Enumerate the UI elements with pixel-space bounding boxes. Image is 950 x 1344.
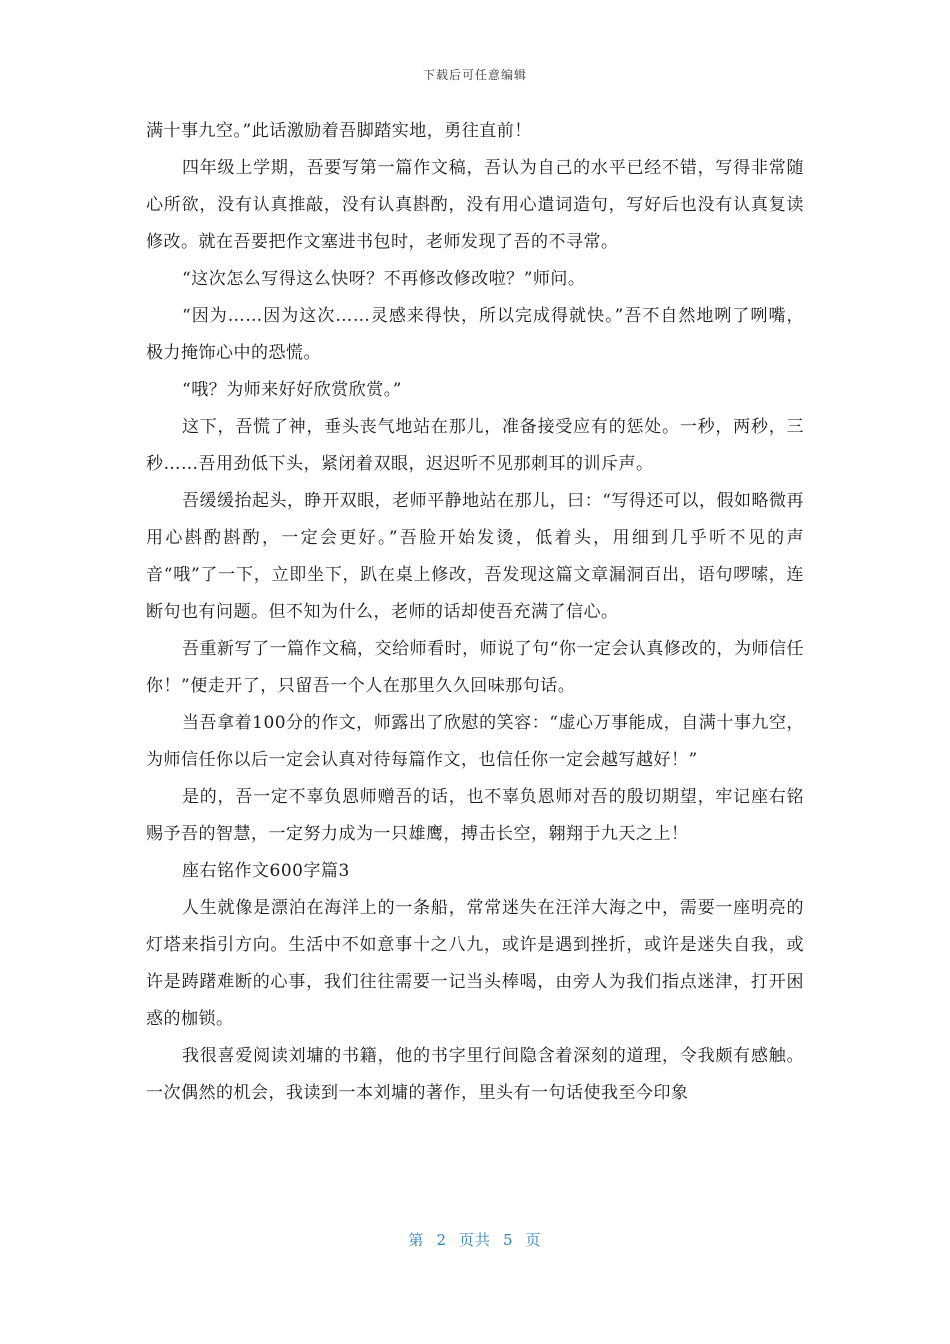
paragraph: 这下，吾慌了神，垂头丧气地站在那儿，准备接受应有的惩处。一秒，两秒，三秒……吾用劲低下头，紧闭着双眼，迟迟听不见那刺耳的训斥声。 xyxy=(146,417,804,474)
header-note: 下载后可任意编辑 xyxy=(422,68,527,82)
paragraph: “因为……因为这次……灵感来得快，所以完成得就快。”吾不自然地咧了咧嘴，极力掩饰心中的恐慌。 xyxy=(146,306,804,363)
paragraph: “这次怎么写得这么快呀？不再修改修改啦？”师问。 xyxy=(182,269,586,289)
footer-current-page: 2 xyxy=(436,1231,447,1249)
footer-total-pages: 5 xyxy=(503,1231,514,1249)
footer-prefix: 第 xyxy=(408,1231,425,1249)
footer-suffix: 页 xyxy=(525,1231,542,1249)
paragraph: 吾缓缓抬起头，睁开双眼，老师平静地站在那儿，曰：“写得还可以，假如略微再用心斟酌斟酌，一定会更好。”吾脸开始发烫，低着头，用细到几乎听不见的声音“哦”了一下，立即坐下，趴在桌上修改，吾发现这篇文章漏洞百出，语句啰嗦，连断句也有问题。但不知为什么，老师的话却使吾充满了信心。 xyxy=(146,491,804,622)
section-heading: 座右铭作文600字篇3 xyxy=(182,861,350,881)
paragraph: 满十事九空。”此话激励着吾脚踏实地，勇往直前！ xyxy=(146,121,532,141)
paragraph: 我很喜爱阅读刘墉的书籍，他的书字里行间隐含着深刻的道理，令我颇有感触。一次偶然的机会，我读到一本刘墉的著作，里头有一句话使我至今印象 xyxy=(146,1046,804,1103)
paragraph: 四年级上学期，吾要写第一篇作文稿，吾认为自己的水平已经不错，写得非常随心所欲，没有认真推敲，没有认真斟酌，没有用心遣词造句，写好后也没有认真复读修改。就在吾要把作文塞进书包时，老师发现了吾的不寻常。 xyxy=(146,158,804,252)
document-body xyxy=(146,113,804,1112)
footer-middle: 页共 xyxy=(458,1231,491,1249)
paragraph: 是的，吾一定不辜负恩师赠吾的话，也不辜负恩师对吾的殷切期望，牢记座右铭赐予吾的智慧，一定努力成为一只雄鹰，搏击长空，翱翔于九天之上！ xyxy=(146,787,804,844)
paragraph: 人生就像是漂泊在海洋上的一条船，常常迷失在汪洋大海之中，需要一座明亮的灯塔来指引方向。生活中不如意事十之八九，或许是遇到挫折，或许是迷失自我，或许是踌躇难断的心事，我们往往需要一记当头棒喝，由旁人为我们指点迷津，打开困惑的枷锁。 xyxy=(146,898,804,1029)
paragraph: “哦？为师来好好欣赏欣赏。” xyxy=(182,380,402,400)
page-footer xyxy=(0,1229,950,1250)
paragraph: 吾重新写了一篇作文稿，交给师看时，师说了句“你一定会认真修改的，为师信任你！”便走开了，只留吾一个人在那里久久回味那句话。 xyxy=(146,639,804,696)
paragraph: 当吾拿着100分的作文，师露出了欣慰的笑容：“虚心万事能成，自满十事九空，为师信任你以后一定会认真对待每篇作文，也信任你一定会越写越好！” xyxy=(146,713,804,770)
